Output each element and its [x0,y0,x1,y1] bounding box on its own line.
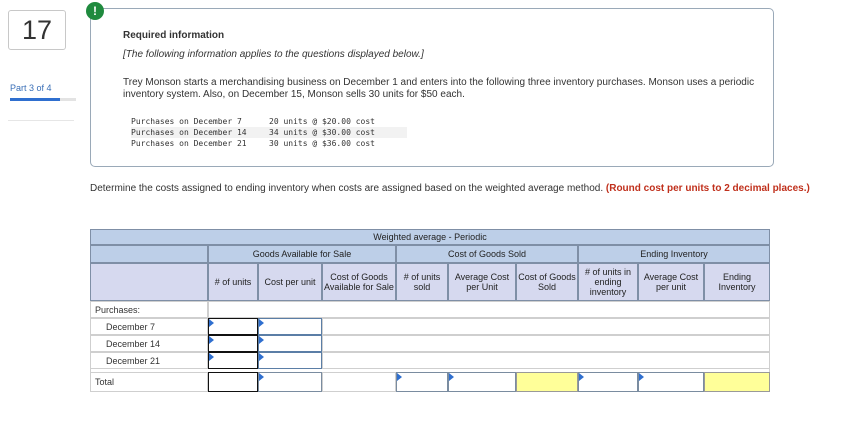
column-header-avg-cost-sold: Average Cost per Unit [448,263,516,301]
total-cost-per-unit-input[interactable] [258,372,322,392]
instruction [90,182,810,195]
row-label-total: Total [90,372,208,392]
problem-text: Trey Monson starts a merchandising business on December 1 and enters into the following three inventory purchases. Monson uses a periodic inventory system. Also, on December 15, Monson sells 30 units for $50 each. [123,77,755,100]
total-cogs-field[interactable] [516,372,578,392]
required-information-box [90,8,774,167]
group-header-available: Goods Available for Sale [208,245,396,263]
total-units-ending-input[interactable] [578,372,638,392]
purchase-label: Purchases on December 7 [131,117,242,126]
input-marker-icon [259,373,264,381]
question-number[interactable]: 17 [8,10,66,50]
dec7-cost-input[interactable] [258,318,322,335]
row-blank [322,318,770,335]
row-blank [322,352,770,369]
dec14-units-input[interactable] [208,335,258,352]
row-label-dec14: December 14 [90,335,208,352]
total-avg-cost-sold-input[interactable] [448,372,516,392]
row-blank [208,301,770,318]
input-marker-icon [579,373,584,381]
instruction-emphasis: (Round cost per units to 2 decimal places.) [605,183,810,194]
column-header-units-ending: # of units in ending inventory [578,263,638,301]
purchase-row [131,127,407,138]
row-blank [322,335,770,352]
total-units-input[interactable] [208,372,258,392]
column-header-cost-per-unit: Cost per unit [258,263,322,301]
input-marker-icon [259,353,264,361]
column-header-cost-available: Cost of Goods Available for Sale [322,263,396,301]
input-marker-icon [639,373,644,381]
purchase-detail: 34 units @ $30.00 cost [269,128,375,137]
part-progress-fill [10,98,60,101]
column-header-cogs: Cost of Goods Sold [516,263,578,301]
total-ending-inventory-field[interactable] [704,372,770,392]
group-header-sold: Cost of Goods Sold [396,245,578,263]
row-label-purchases: Purchases: [90,301,208,318]
purchase-label: Purchases on December 21 [131,139,247,148]
dec7-units-input[interactable] [208,318,258,335]
column-header-ending-inventory: Ending Inventory [704,263,770,301]
part-progress-bar [10,98,76,101]
purchase-row [131,138,407,149]
weighted-average-table [90,229,770,393]
input-marker-icon [259,336,264,344]
purchases-list [131,116,407,149]
total-cost-available-cell [322,372,396,392]
group-header-empty [90,245,208,263]
purchase-detail: 30 units @ $36.00 cost [269,139,375,148]
input-marker-icon [259,319,264,327]
dec21-cost-input[interactable] [258,352,322,369]
required-information-note: [The following information applies to the questions displayed below.] [123,49,424,60]
instruction-text: Determine the costs assigned to ending inventory when costs are assigned based on the weighted average method. [90,183,604,194]
required-information-title: Required information [123,30,225,41]
dec21-units-input[interactable] [208,352,258,369]
input-marker-icon [209,319,214,327]
total-units-sold-input[interactable] [396,372,448,392]
column-header-avg-cost-ending: Average Cost per unit [638,263,704,301]
total-avg-cost-ending-input[interactable] [638,372,704,392]
input-marker-icon [397,373,402,381]
purchase-label: Purchases on December 14 [131,128,247,137]
input-marker-icon [209,353,214,361]
dec14-cost-input[interactable] [258,335,322,352]
input-marker-icon [209,336,214,344]
row-label-dec7: December 7 [90,318,208,335]
column-header-empty [90,263,208,301]
purchase-row [131,116,407,127]
group-header-ending: Ending Inventory [578,245,770,263]
purchase-detail: 20 units @ $20.00 cost [269,117,375,126]
input-marker-icon [449,373,454,381]
column-header-units: # of units [208,263,258,301]
part-label: Part 3 of 4 [10,83,52,93]
column-header-units-sold: # of units sold [396,263,448,301]
row-label-dec21: December 21 [90,352,208,369]
sidebar-divider [8,120,74,121]
alert-icon: ! [86,2,104,20]
table-title: Weighted average - Periodic [90,229,770,245]
